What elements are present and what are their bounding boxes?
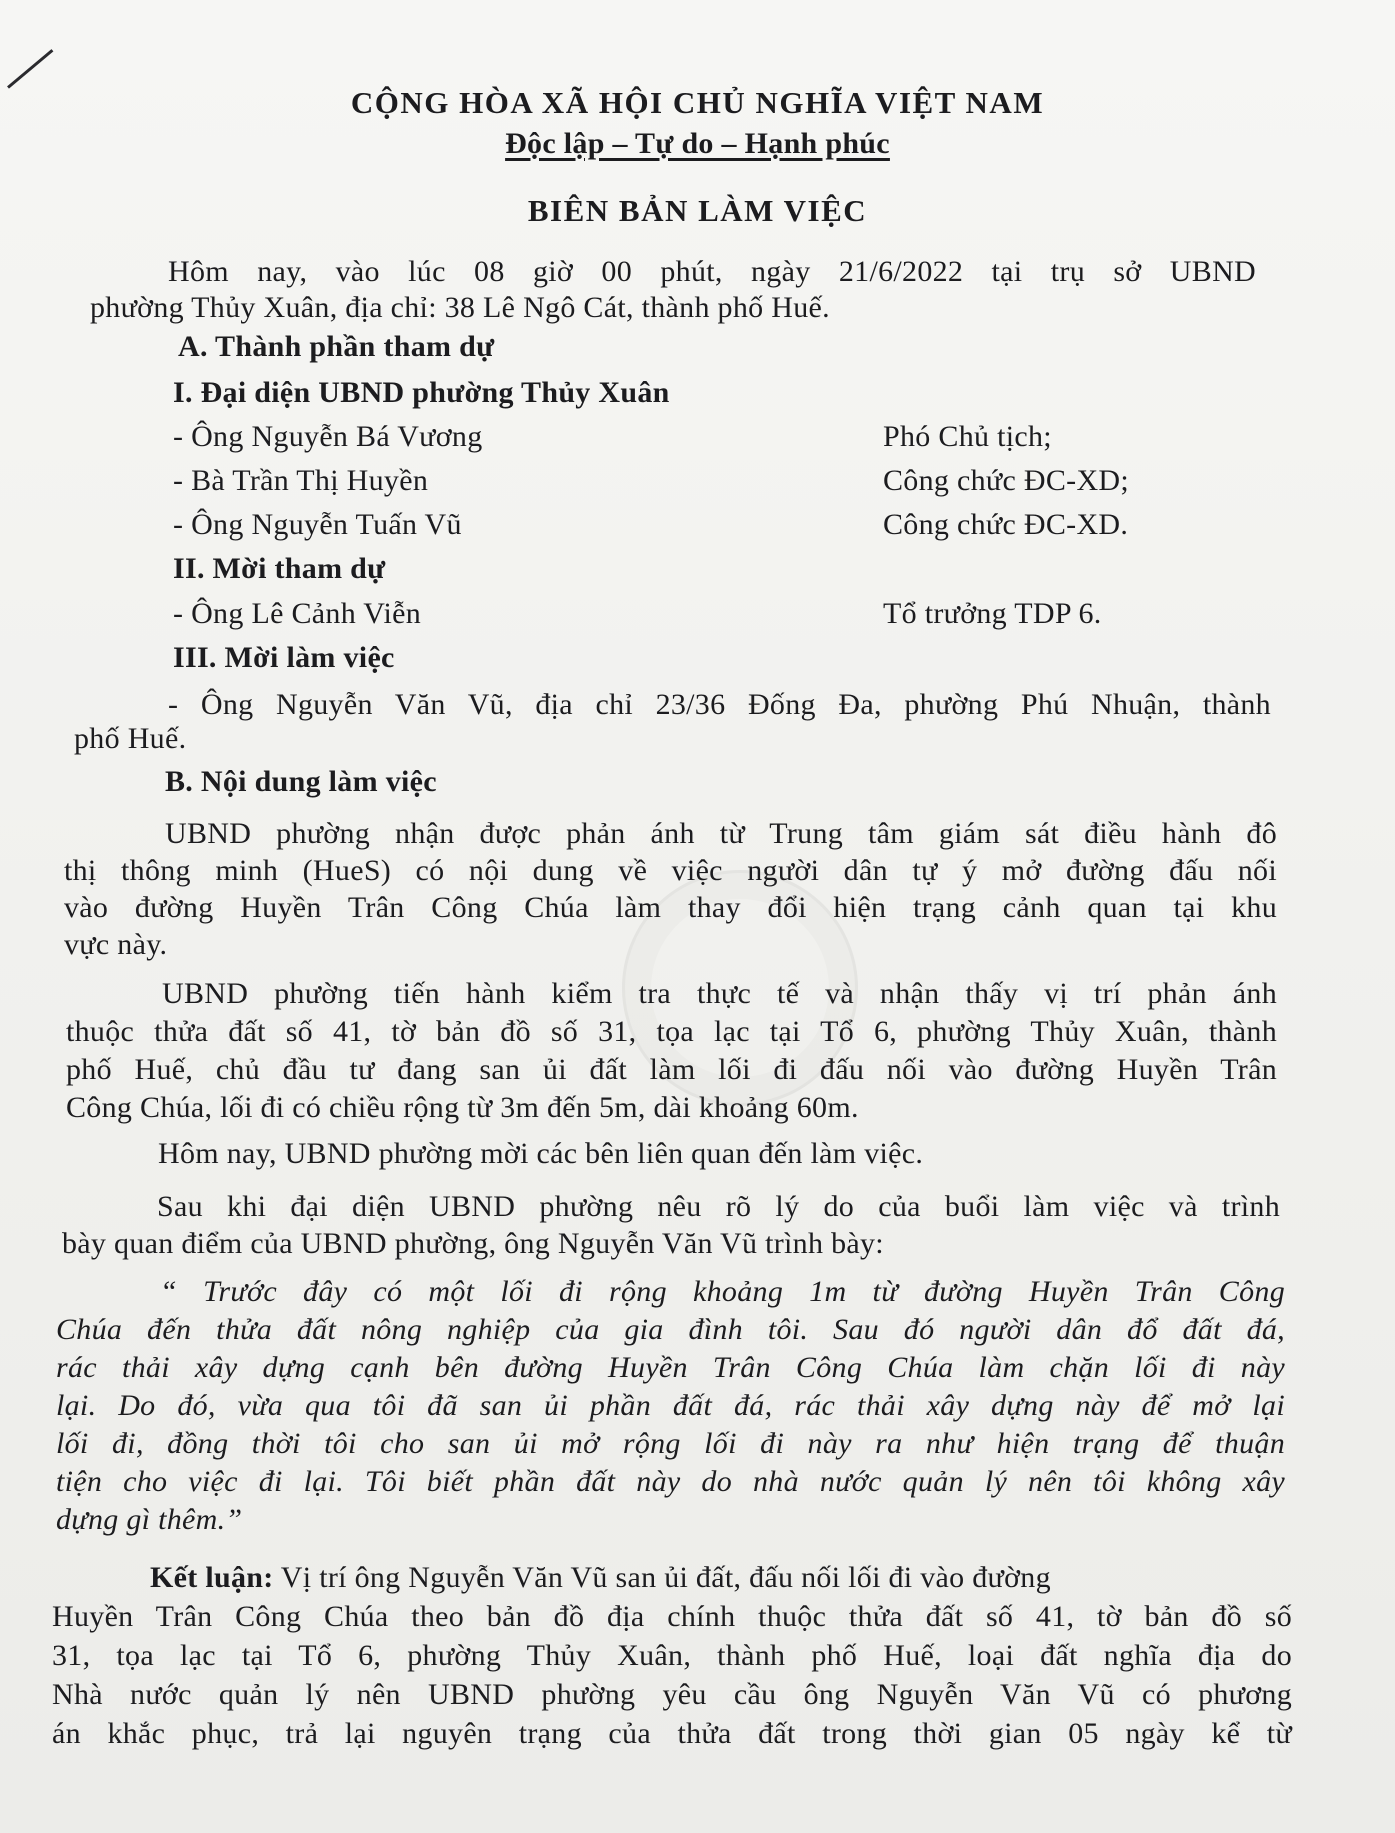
member-name: - Ông Nguyễn Bá Vương <box>173 420 483 453</box>
quote-line: Chúa đến thửa đất nông nghiệp của gia đình tôi. Sau đó người dân đổ đất đá, <box>56 1313 1285 1346</box>
conclusion-line <box>150 1560 1290 1596</box>
member-role: Công chức ĐC-XD. <box>883 508 1129 541</box>
invitee-line-1: - Ông Nguyễn Văn Vũ, địa chỉ 23/36 Đống Đa, phường Phú Nhuận, thành <box>168 688 1271 721</box>
conclusion-line: án khắc phục, trả lại nguyên trạng của thửa đất trong thời gian 05 ngày kể từ <box>52 1717 1292 1750</box>
member-row <box>173 507 1273 543</box>
intro-line-2: phường Thủy Xuân, địa chỉ: 38 Lê Ngô Cát, thành phố Huế. <box>90 291 830 324</box>
group3-heading: III. Mời làm việc <box>173 641 395 674</box>
conclusion-line: 31, tọa lạc tại Tổ 6, phường Thủy Xuân, thành phố Huế, loại đất nghĩa địa do <box>52 1639 1292 1672</box>
quote-line: rác thải xây dựng cạnh bên đường Huyền Trân Công Chúa làm chặn lối đi này <box>56 1351 1285 1384</box>
member-name: - Ông Lê Cảnh Viễn <box>173 597 421 630</box>
conclusion-text: Vị trí ông Nguyễn Văn Vũ san ủi đất, đấu nối lối đi vào đường <box>273 1561 1051 1594</box>
paragraph-line: thuộc thửa đất số 41, tờ bản đồ số 31, tọa lạc tại Tổ 6, phường Thủy Xuân, thành <box>66 1015 1277 1048</box>
pen-mark <box>7 49 53 89</box>
paragraph-line: Hôm nay, UBND phường mời các bên liên quan đến làm việc. <box>158 1137 924 1170</box>
member-role: Công chức ĐC-XD; <box>883 464 1130 497</box>
document-title: BIÊN BẢN LÀM VIỆC <box>527 193 868 228</box>
intro-line-1: Hôm nay, vào lúc 08 giờ 00 phút, ngày 21/6/2022 tại trụ sở UBND <box>168 255 1256 288</box>
member-role: Tổ trưởng TDP 6. <box>883 597 1102 630</box>
member-role: Phó Chủ tịch; <box>883 420 1052 453</box>
conclusion-line: Huyền Trân Công Chúa theo bản đồ địa chính thuộc thửa đất số 41, tờ bản đồ số <box>52 1600 1292 1633</box>
paragraph-line: vào đường Huyền Trân Công Chúa làm thay đổi hiện trạng cảnh quan tại khu <box>64 891 1277 924</box>
group1-heading: I. Đại diện UBND phường Thủy Xuân <box>173 376 670 409</box>
motto: Độc lập – Tự do – Hạnh phúc <box>505 127 890 160</box>
paragraph-line: vực này. <box>64 928 168 961</box>
quote-line: lại. Do đó, vừa qua tôi đã san ủi phần đất đá, rác thải xây dựng này để mở lại <box>56 1389 1285 1422</box>
member-name: - Ông Nguyễn Tuấn Vũ <box>173 508 462 541</box>
quote-line: “ Trước đây có một lối đi rộng khoảng 1m từ đường Huyền Trân Công <box>160 1275 1285 1308</box>
section-a-heading: A. Thành phần tham dự <box>178 330 495 363</box>
quote-line: dựng gì thêm.” <box>56 1503 243 1536</box>
paragraph-line: Công Chúa, lối đi có chiều rộng từ 3m đến 5m, dài khoảng 60m. <box>66 1091 859 1124</box>
member-row <box>173 596 1273 632</box>
paragraph-line: UBND phường tiến hành kiểm tra thực tế và nhận thấy vị trí phản ánh <box>162 977 1277 1010</box>
paragraph-line: UBND phường nhận được phản ánh từ Trung tâm giám sát điều hành đô <box>165 817 1277 850</box>
paragraph-line: Sau khi đại diện UBND phường nêu rõ lý do của buổi làm việc và trình <box>157 1190 1280 1223</box>
member-row <box>173 463 1273 499</box>
group2-heading: II. Mời tham dự <box>173 552 386 585</box>
paragraph-line: bày quan điểm của UBND phường, ông Nguyễn Văn Vũ trình bày: <box>62 1227 884 1260</box>
conclusion-line: Nhà nước quản lý nên UBND phường yêu cầu ông Nguyễn Văn Vũ có phương <box>52 1678 1292 1711</box>
quote-line: tiện cho việc đi lại. Tôi biết phần đất này do nhà nước quản lý nên tôi không xây <box>56 1465 1285 1498</box>
member-name: - Bà Trần Thị Huyền <box>173 464 429 497</box>
member-row <box>173 419 1273 455</box>
conclusion-label: Kết luận: <box>150 1561 274 1594</box>
paragraph-line: thị thông minh (HueS) có nội dung về việc người dân tự ý mở đường đấu nối <box>64 854 1277 887</box>
invitee-line-2: phố Huế. <box>74 722 187 755</box>
national-title: CỘNG HÒA XÃ HỘI CHỦ NGHĨA VIỆT NAM <box>350 85 1045 120</box>
paragraph-line: phố Huế, chủ đầu tư đang san ủi đất làm lối đi đấu nối vào đường Huyền Trân <box>66 1053 1277 1086</box>
quote-line: lối đi, đồng thời tôi cho san ủi mở rộng lối đi này ra như hiện trạng để thuận <box>56 1427 1285 1460</box>
section-b-heading: B. Nội dung làm việc <box>165 765 437 798</box>
